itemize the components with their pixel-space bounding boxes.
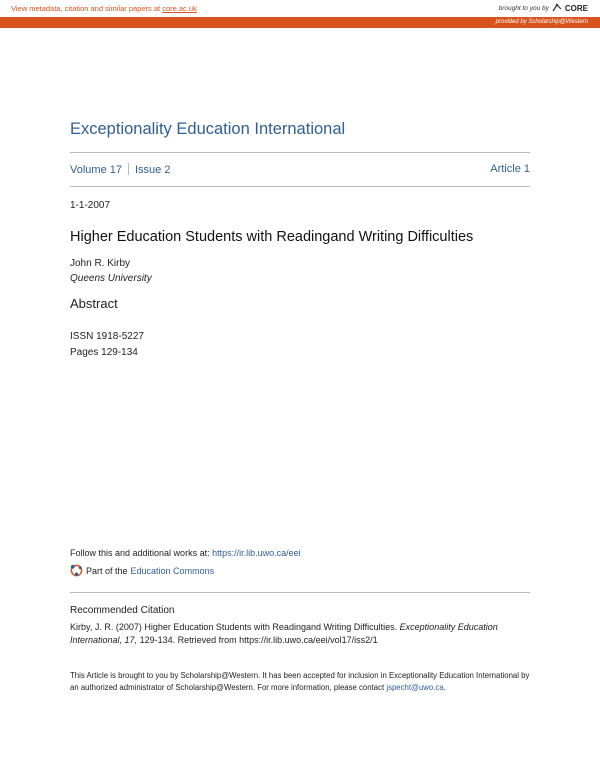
contact-email-link[interactable]: jspecht@uwo.ca bbox=[386, 682, 444, 692]
brought-text: brought to you by bbox=[498, 4, 549, 12]
author-name: John R. Kirby bbox=[70, 258, 131, 269]
citation-journal: Exceptionality Education International, 17, bbox=[70, 622, 498, 645]
paper-title: Higher Education Students with Readingand Writing Difficulties bbox=[70, 229, 474, 245]
abstract-heading: Abstract bbox=[70, 296, 118, 311]
citation-text bbox=[70, 621, 532, 647]
pages: Pages 129-134 bbox=[70, 347, 138, 358]
divider bbox=[70, 592, 530, 593]
core-logo-icon bbox=[551, 3, 563, 13]
citation-part2: 129-134. Retrieved from https://ir.lib.uwo.ca/eei/vol17/iss2/1 bbox=[137, 635, 378, 645]
citation-part1: Kirby, J. R. (2007) Higher Education Students with Readingand Writing Difficulties. bbox=[70, 622, 400, 632]
follow-line bbox=[70, 548, 301, 558]
provided-by-text: provided by Scholarship@Western bbox=[495, 19, 588, 25]
journal-title[interactable]: Exceptionality Education International bbox=[70, 120, 346, 138]
network-commons-icon bbox=[70, 564, 83, 577]
core-label: CORE bbox=[564, 3, 588, 13]
brought-to-you[interactable] bbox=[499, 3, 588, 13]
follow-link[interactable]: https://ir.lib.uwo.ca/eei bbox=[212, 548, 301, 558]
publication-date: 1-1-2007 bbox=[70, 200, 111, 211]
divider bbox=[70, 186, 530, 187]
follow-text: Follow this and additional works at: bbox=[70, 548, 213, 558]
metadata-notice bbox=[11, 4, 197, 13]
inclusion-notice bbox=[70, 670, 532, 693]
recommended-citation-heading: Recommended Citation bbox=[70, 605, 175, 616]
volume-link[interactable]: Volume 17 bbox=[70, 164, 122, 176]
provided-by-bar bbox=[0, 17, 600, 28]
notice-end: . bbox=[443, 682, 446, 692]
core-top-bar bbox=[0, 0, 600, 17]
author-affiliation: Queens University bbox=[70, 273, 152, 284]
core-link[interactable]: core.ac.uk bbox=[162, 4, 197, 13]
issn: ISSN 1918-5227 bbox=[70, 331, 144, 342]
metadata-text: View metadata, citation and similar papers at bbox=[11, 4, 163, 13]
volume-issue-row bbox=[70, 163, 530, 176]
part-of-line bbox=[70, 564, 214, 577]
notice-text: This Article is brought to you by Scholarship@Western. It has been accepted for inclusion in Exceptionality Education International by an authorized administrator of Scholarship@Western. For more information, please contact bbox=[70, 671, 530, 692]
divider bbox=[70, 152, 530, 153]
part-of-text: Part of the bbox=[86, 565, 128, 576]
issue-link[interactable]: Issue 2 bbox=[134, 164, 171, 176]
education-commons-link[interactable]: Education Commons bbox=[130, 565, 215, 576]
article-link[interactable]: Article 1 bbox=[490, 163, 530, 175]
separator bbox=[128, 163, 129, 175]
